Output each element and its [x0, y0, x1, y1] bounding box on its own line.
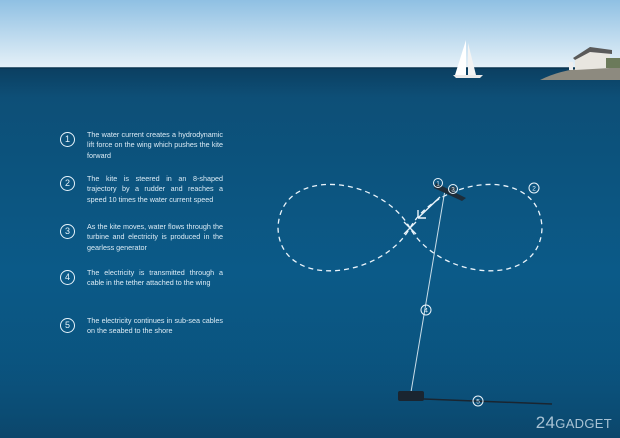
step-5	[60, 316, 230, 337]
step-number: 1	[60, 132, 75, 147]
step-number: 5	[60, 318, 75, 333]
marker-3-label: 3	[451, 187, 455, 194]
watermark-prefix: 24	[535, 413, 556, 432]
sky	[0, 0, 620, 68]
marker-2-label: 2	[532, 185, 536, 193]
step-text: The water current creates a hydrodynamic lift force on the wing which pushes the kite forward	[87, 130, 223, 160]
step-number: 3	[60, 224, 75, 239]
watermark-suffix: GADGET	[555, 416, 612, 431]
seabed-foundation	[398, 391, 424, 401]
step-number: 4	[60, 270, 75, 285]
step-text: As the kite moves, water flows through the turbine and electricity is produced in the gearless generator	[87, 222, 223, 252]
step-4	[60, 268, 230, 289]
seabed-shade	[0, 340, 620, 438]
step-number: 2	[60, 176, 75, 191]
step-2	[60, 174, 230, 205]
step-text: The electricity continues in sub-sea cables on the seabed to the shore	[87, 316, 223, 336]
step-text: The electricity is transmitted through a cable in the tether attached to the wing	[87, 268, 223, 288]
watermark-logo	[536, 413, 612, 433]
marker-5-label: 5	[476, 398, 480, 406]
marker-1-label: 1	[436, 181, 440, 188]
marker-4-label: 4	[424, 307, 428, 315]
step-1	[60, 130, 230, 161]
step-text: The kite is steered in an 8-shaped trajectory by a rudder and reaches a speed 10 times the water current speed	[87, 174, 223, 204]
step-3	[60, 222, 230, 253]
